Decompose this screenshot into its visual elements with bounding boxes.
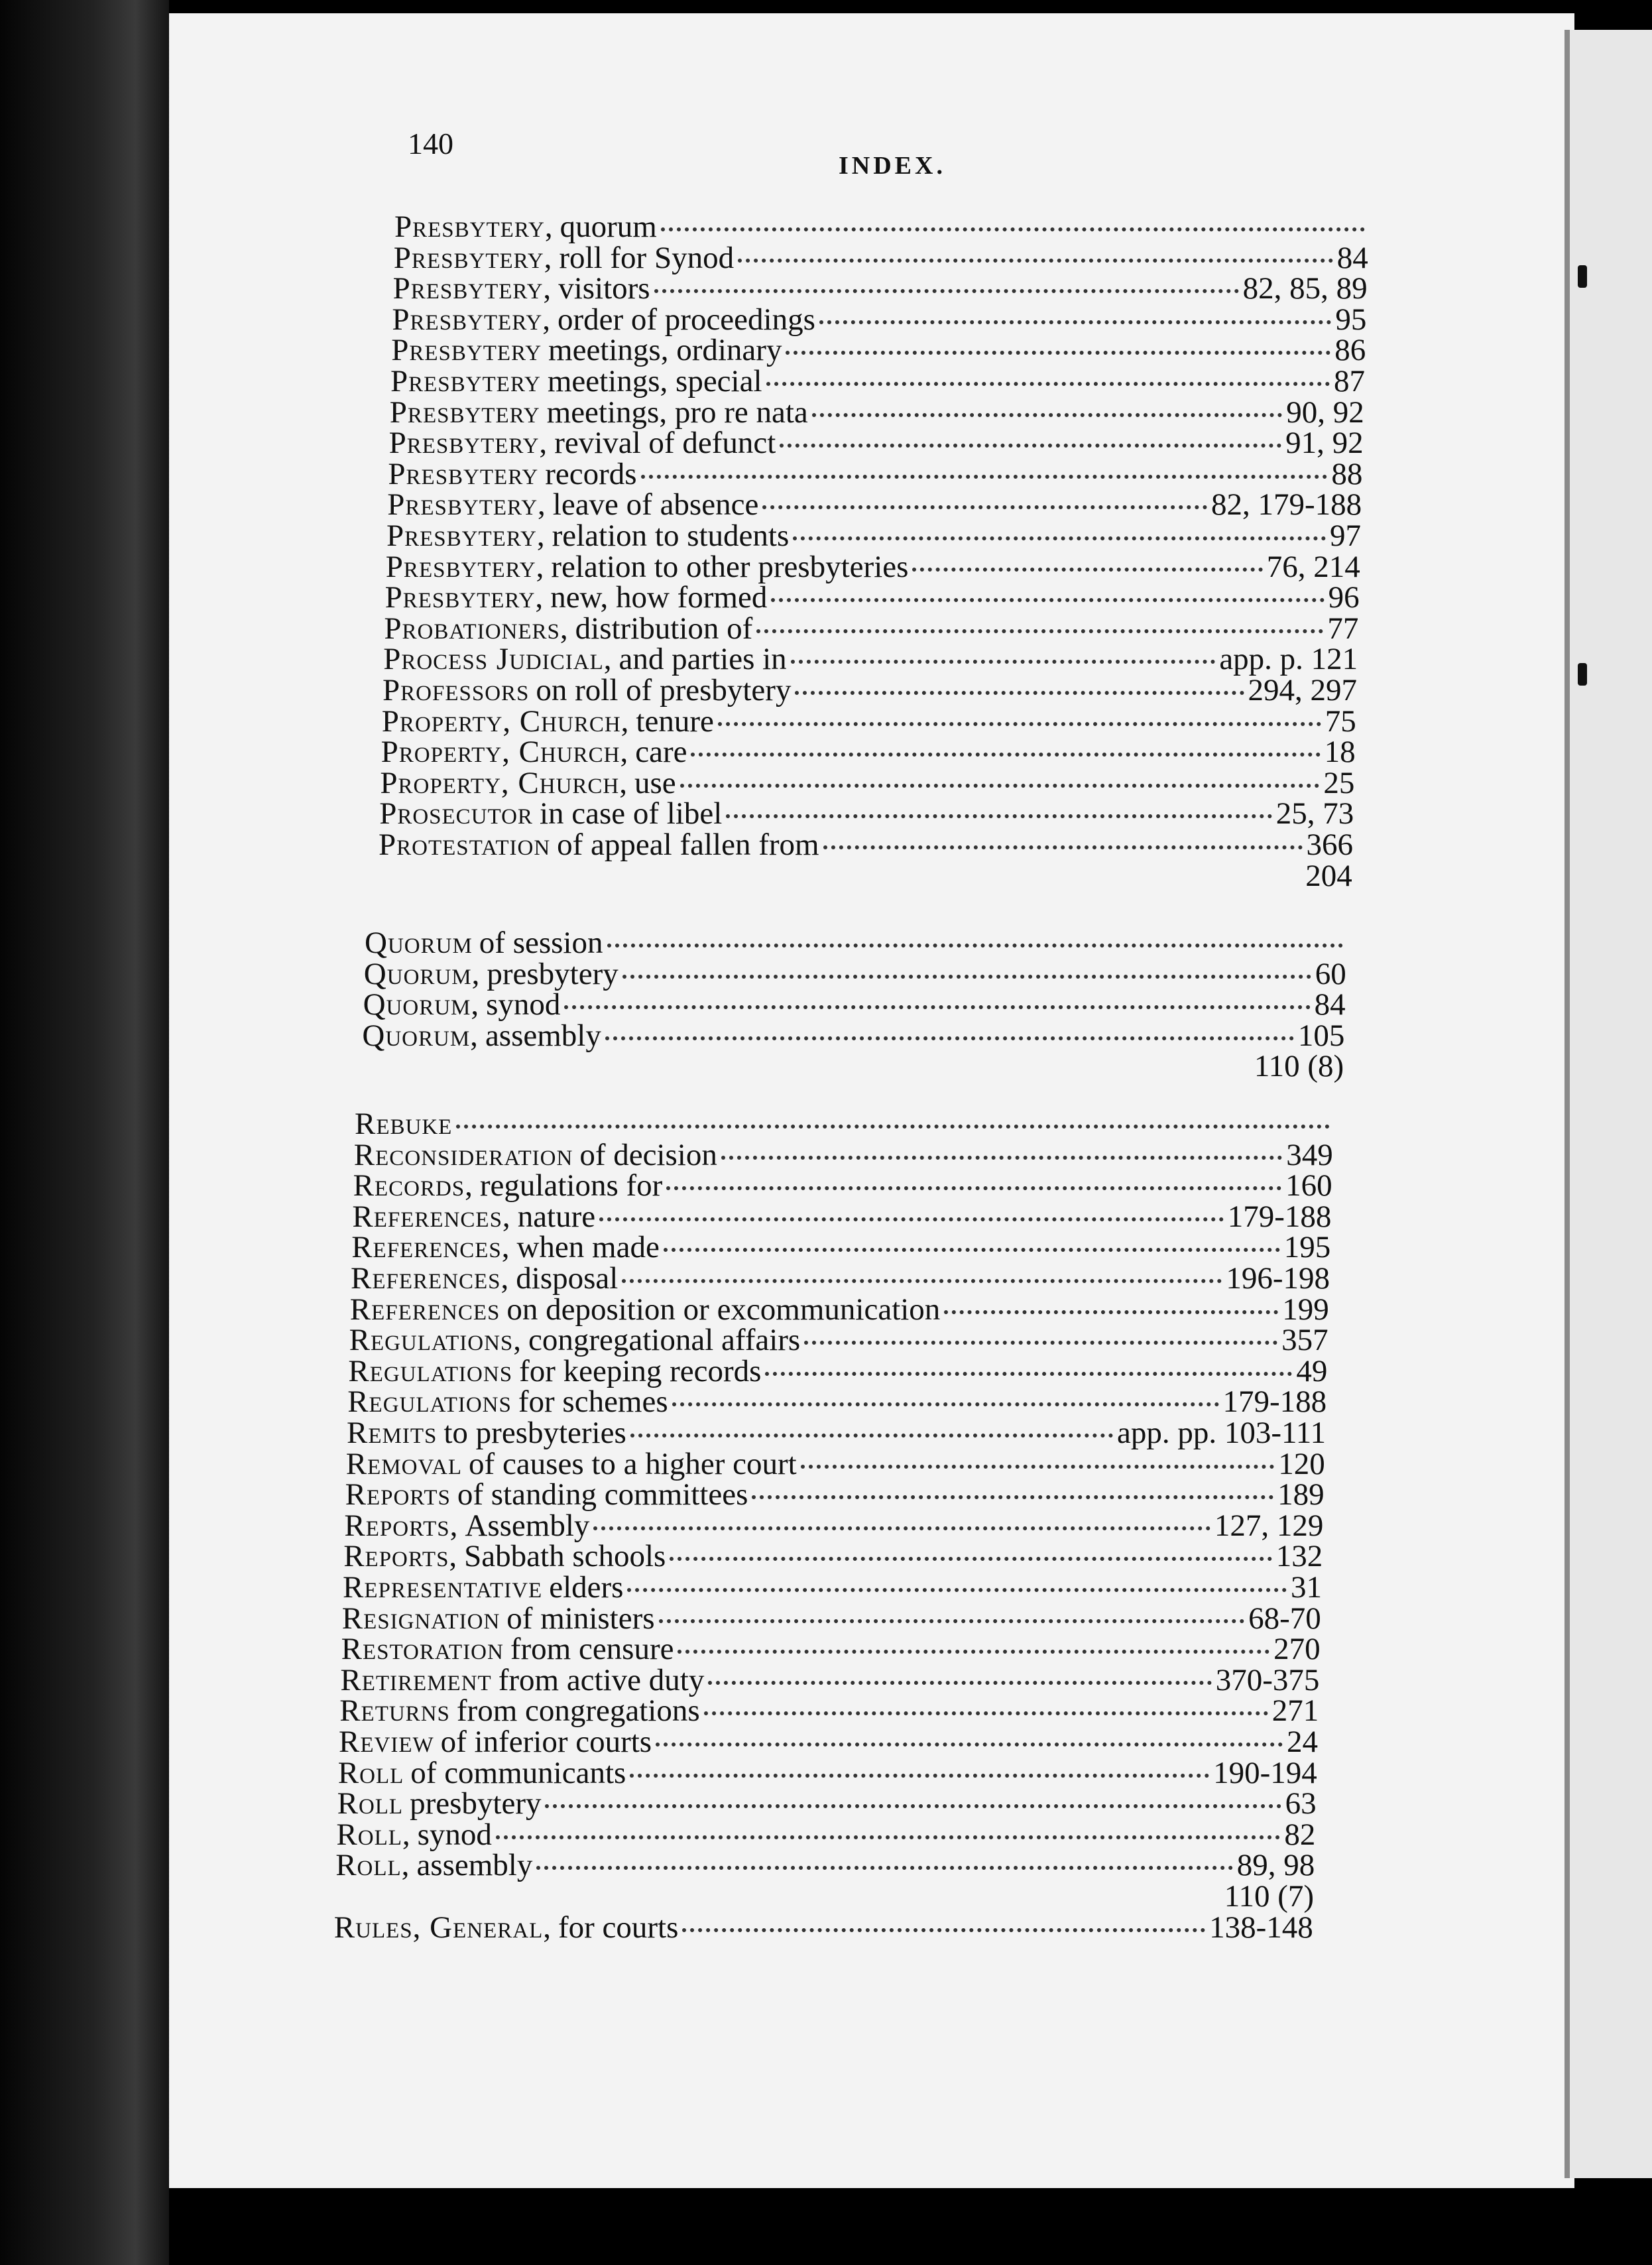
entry-description: on deposition or excommunication: [506, 1292, 941, 1327]
index-entry: [343, 1569, 1322, 1605]
entry-description: presbytery: [410, 1786, 542, 1821]
entry-pages: 89, 98: [1236, 1848, 1315, 1883]
book-binding: [0, 0, 169, 2265]
entry-description: nature: [517, 1199, 596, 1234]
dot-leader: [762, 505, 1207, 509]
dot-leader: [944, 1310, 1278, 1314]
entry-term: References: [349, 1292, 501, 1327]
index-entry: [363, 987, 1346, 1022]
entry-pages: 179-188: [1222, 1384, 1327, 1420]
entry-description: from censure: [510, 1632, 674, 1667]
entry-description: of inferior courts: [440, 1725, 652, 1759]
entry-description: presbytery: [487, 956, 619, 991]
entry-term: Property, Church,: [380, 765, 628, 800]
entry-pages: 366: [1306, 827, 1353, 862]
entry-pages: 31: [1291, 1570, 1322, 1605]
entry-term: Resignation: [341, 1601, 501, 1636]
entry-description: roll for Synod: [559, 240, 735, 275]
index-entry: [381, 734, 1356, 770]
entry-pages: 75: [1325, 704, 1356, 739]
entry-description: tenure: [636, 704, 714, 739]
entry-description: of session: [479, 926, 603, 960]
entry-term: Returns: [339, 1693, 450, 1729]
entry-description: of communicants: [410, 1755, 626, 1790]
entry-pages: 60: [1315, 956, 1346, 991]
entry-description: synod: [486, 987, 561, 1022]
entry-pages: 88: [1331, 456, 1363, 491]
entry-description: use: [634, 765, 676, 800]
index-entry: [383, 641, 1358, 677]
index-entry: [393, 240, 1368, 275]
index-entry: [353, 1137, 1333, 1172]
dot-leader: [641, 475, 1328, 479]
entry-term: Roll: [337, 1786, 404, 1821]
entry-pages: 127, 129: [1214, 1508, 1324, 1543]
entry-pages: 271: [1271, 1693, 1319, 1729]
entry-term: Presbytery,: [385, 549, 545, 584]
entry-description: meetings, pro re nata: [546, 395, 808, 430]
index-entry: [365, 925, 1347, 960]
entry-term: Quorum,: [363, 987, 480, 1022]
entry-term: Retirement: [340, 1662, 492, 1697]
entry-description: in case of libel: [539, 796, 723, 831]
entry-term: Quorum: [365, 926, 473, 960]
entry-description: meetings, ordinary: [548, 333, 782, 368]
entry-pages: 84: [1336, 240, 1368, 275]
entry-term: Presbytery,: [388, 426, 548, 461]
entry-term: Reports,: [344, 1508, 459, 1543]
index-entry: [349, 1322, 1328, 1358]
entry-pages: 82, 85, 89: [1242, 271, 1368, 306]
index-entry: [341, 1601, 1321, 1636]
entry-description: from congregations: [456, 1693, 700, 1729]
entry-description: distribution of: [575, 611, 753, 646]
entry-term: Presbytery,: [384, 580, 544, 615]
dot-leader: [654, 289, 1239, 293]
dot-leader: [801, 1465, 1275, 1469]
entry-term: Presbytery: [388, 456, 539, 491]
entry-pages: 77: [1327, 611, 1359, 646]
entry-pages: 68-70: [1248, 1601, 1321, 1636]
index-entry: [388, 456, 1363, 491]
entry-term: Presbytery,: [392, 302, 551, 337]
index-entry: [336, 1817, 1316, 1852]
index-entry: [391, 332, 1366, 368]
index-entry: [351, 1260, 1330, 1296]
entry-description: elders: [549, 1570, 624, 1605]
dot-leader: [630, 1434, 1113, 1438]
entry-pages: 49: [1296, 1353, 1328, 1388]
entry-term: Records,: [353, 1168, 473, 1203]
dot-leader: [656, 1743, 1283, 1746]
entry-pages: 25, 73: [1275, 796, 1354, 831]
entry-term: Presbytery,: [386, 519, 546, 553]
entry-pages: 370-375: [1215, 1662, 1320, 1697]
entry-pages: 270: [1273, 1632, 1321, 1667]
dot-leader: [664, 1248, 1280, 1252]
index-entry: [340, 1662, 1320, 1697]
index-entry: [379, 827, 1353, 862]
index-entry: [380, 765, 1355, 800]
entry-pages: 160: [1285, 1168, 1332, 1203]
dot-leader: [691, 753, 1320, 757]
entry-description: assembly: [416, 1848, 533, 1883]
index-entry: [383, 672, 1357, 707]
entry-description: of ministers: [506, 1601, 655, 1636]
entry-description: of standing committees: [457, 1477, 748, 1512]
index-entry: [387, 487, 1362, 522]
dot-leader: [752, 1495, 1273, 1499]
dot-leader: [718, 722, 1321, 726]
index-entry: [386, 518, 1361, 553]
entry-pages: 87: [1334, 364, 1365, 398]
entry-description: for schemes: [518, 1384, 668, 1420]
index-entry: [390, 363, 1365, 398]
index-entry: [381, 704, 1356, 739]
index-entry: [384, 580, 1360, 615]
entry-pages: 82, 179-188: [1211, 487, 1362, 522]
dot-leader: [726, 814, 1271, 818]
entry-pages: 357: [1281, 1323, 1328, 1358]
entry-pages: 90, 92: [1286, 395, 1364, 430]
entry-description: when made: [516, 1230, 660, 1265]
dot-leader: [599, 1217, 1224, 1221]
index-entry: [363, 956, 1346, 991]
entry-description: revival of defunct: [554, 426, 776, 461]
entry-term: Reports,: [343, 1539, 458, 1574]
dot-leader: [793, 536, 1326, 540]
dot-leader: [823, 845, 1303, 849]
index-entry: [389, 395, 1364, 430]
index-entry: [361, 1048, 1344, 1084]
index-entry: [337, 1755, 1317, 1790]
entry-description: to presbyteries: [443, 1416, 626, 1450]
entry-pages: 110 (7): [1224, 1879, 1314, 1914]
entry-term: Roll: [337, 1755, 404, 1790]
dot-leader: [804, 1341, 1277, 1345]
entry-description: leave of absence: [552, 487, 759, 522]
entry-term: Presbytery: [389, 395, 540, 430]
entry-pages: 294, 297: [1248, 673, 1357, 707]
dot-leader: [771, 598, 1324, 602]
entry-term: Presbytery: [391, 333, 542, 368]
entry-description: assembly: [485, 1018, 601, 1053]
entry-term: Presbytery,: [387, 487, 546, 522]
entry-description: regulations for: [479, 1168, 663, 1203]
entry-pages: app. p. 121: [1219, 642, 1358, 677]
dot-leader: [666, 1186, 1281, 1190]
entry-pages: 190-194: [1213, 1755, 1317, 1790]
entry-term: Roll,: [335, 1848, 410, 1883]
entry-term: Presbytery,: [394, 210, 554, 244]
entry-description: of causes to a higher court: [469, 1446, 797, 1481]
entry-term: Property, Church,: [381, 735, 629, 770]
entry-description: quorum: [560, 210, 657, 244]
index-entry: [343, 1538, 1323, 1574]
dot-leader: [670, 1557, 1271, 1561]
dot-leader: [456, 1125, 1330, 1129]
entry-description: Assembly: [465, 1508, 590, 1543]
entry-term: Regulations: [347, 1384, 512, 1420]
entry-pages: 349: [1286, 1137, 1333, 1172]
dot-leader: [766, 382, 1330, 386]
entry-term: Probationers,: [384, 611, 569, 646]
entry-pages: app. pp. 103-111: [1116, 1416, 1326, 1450]
entry-description: synod: [417, 1817, 492, 1852]
entry-description: new, how formed: [550, 580, 768, 615]
index-entry: [349, 1292, 1329, 1327]
entry-pages: 196-198: [1226, 1261, 1330, 1296]
entry-description: for courts: [558, 1910, 679, 1945]
dot-leader: [682, 1928, 1205, 1932]
entry-description: disposal: [516, 1261, 619, 1296]
index-entry: [348, 1353, 1328, 1388]
dot-leader: [721, 1156, 1282, 1160]
index-entry: [339, 1693, 1319, 1729]
entry-description: order of proceedings: [557, 302, 815, 337]
entry-pages: 95: [1335, 302, 1367, 337]
dot-leader: [622, 975, 1311, 979]
index-entry: [344, 1508, 1324, 1543]
dot-leader: [593, 1526, 1210, 1530]
entry-description: for keeping records: [519, 1353, 762, 1388]
page-number: 140: [408, 127, 453, 160]
index-entry: [341, 1631, 1321, 1667]
entry-pages: 189: [1277, 1477, 1325, 1512]
entry-term: Reports: [345, 1477, 451, 1512]
index-entry: [352, 1199, 1332, 1234]
dot-leader: [680, 784, 1320, 788]
entry-description: of appeal fallen from: [557, 827, 819, 862]
index-entry: [394, 209, 1369, 244]
entry-term: Reconsideration: [353, 1137, 573, 1172]
index-entry: [351, 1229, 1331, 1265]
entry-pages: 105: [1297, 1018, 1345, 1053]
dot-leader: [564, 1005, 1310, 1009]
entry-description: Sabbath schools: [464, 1539, 666, 1574]
entry-term: Restoration: [341, 1632, 504, 1667]
dot-leader: [812, 413, 1283, 417]
index-entry: [335, 1878, 1314, 1914]
dot-leader: [622, 1279, 1222, 1283]
index-entry: [362, 1018, 1345, 1053]
index-entry: [345, 1477, 1325, 1512]
entry-description: relation to students: [552, 519, 790, 553]
entry-description: visitors: [558, 271, 650, 306]
index-entry: [333, 1910, 1313, 1945]
dot-leader: [605, 1036, 1294, 1040]
entry-pages: 204: [1305, 858, 1352, 893]
entry-term: Regulations: [348, 1353, 513, 1388]
entry-term: Quorum,: [362, 1018, 479, 1053]
entry-pages: 84: [1314, 987, 1346, 1022]
entry-description: congregational affairs: [528, 1323, 801, 1358]
facing-page-edge: [1564, 30, 1652, 2178]
entry-term: Protestation: [379, 827, 551, 862]
entry-term: Process Judicial,: [383, 642, 613, 677]
dot-leader: [765, 1372, 1292, 1376]
entry-term: Remits: [347, 1416, 438, 1450]
entry-pages: 110 (8): [1254, 1049, 1344, 1084]
index-entry: [384, 611, 1359, 646]
dot-leader: [819, 320, 1332, 324]
entry-pages: 195: [1283, 1230, 1331, 1265]
entry-term: References,: [351, 1230, 510, 1265]
dot-leader: [659, 1619, 1245, 1623]
dot-leader: [607, 944, 1344, 948]
entry-pages: 82: [1284, 1817, 1316, 1852]
entry-term: Presbytery: [390, 364, 541, 398]
index-entry: [347, 1384, 1327, 1420]
index-entry: [378, 858, 1352, 893]
entry-term: Professors: [383, 673, 530, 707]
entry-pages: 97: [1330, 519, 1361, 553]
entry-term: Prosecutor: [379, 796, 533, 831]
entry-pages: 120: [1278, 1446, 1325, 1481]
dot-leader: [496, 1835, 1280, 1839]
page-edge-mark: [1578, 663, 1587, 686]
dot-leader: [536, 1866, 1232, 1870]
entry-term: Roll,: [336, 1817, 411, 1852]
entry-term: Presbytery,: [392, 271, 552, 306]
index-entry: [345, 1446, 1325, 1481]
entry-description: from active duty: [498, 1662, 705, 1697]
entry-pages: 86: [1334, 333, 1366, 368]
dot-leader: [708, 1681, 1211, 1685]
dot-leader: [786, 351, 1330, 355]
entry-pages: 132: [1275, 1539, 1323, 1574]
entry-pages: 179-188: [1227, 1199, 1332, 1234]
dot-leader: [780, 444, 1281, 448]
entry-term: Rebuke: [355, 1107, 453, 1141]
entry-term: Rules, General,: [333, 1910, 552, 1945]
dot-leader: [756, 629, 1323, 633]
index-entry: [392, 271, 1368, 306]
entry-pages: 76, 214: [1266, 549, 1360, 584]
dot-leader: [738, 259, 1333, 263]
entry-pages: 63: [1285, 1786, 1317, 1821]
index-entry: [347, 1415, 1326, 1450]
entry-term: Quorum,: [363, 956, 481, 991]
entry-description: on roll of presbytery: [536, 673, 792, 707]
entry-term: Removal: [345, 1446, 463, 1481]
dot-leader: [545, 1804, 1281, 1808]
index-entry: [355, 1106, 1334, 1141]
index-entry: [388, 425, 1364, 461]
dot-leader: [672, 1402, 1219, 1406]
dot-leader: [791, 660, 1216, 664]
entry-pages: 25: [1323, 765, 1355, 800]
entry-pages: 96: [1328, 580, 1360, 615]
dot-leader: [630, 1774, 1209, 1778]
entry-description: and parties in: [619, 642, 787, 677]
dot-leader: [661, 227, 1365, 231]
entry-term: Review: [339, 1725, 434, 1759]
entry-description: meetings, special: [547, 364, 762, 398]
dot-leader: [678, 1650, 1269, 1654]
entry-pages: 199: [1282, 1292, 1329, 1327]
index-entry: [385, 549, 1360, 584]
entry-description: relation to other presbyteries: [551, 549, 909, 584]
entry-pages: 91, 92: [1285, 426, 1364, 461]
entry-term: References,: [351, 1261, 510, 1296]
page-edge-mark: [1578, 265, 1587, 288]
dot-leader: [627, 1588, 1287, 1592]
index-entry: [335, 1847, 1315, 1883]
dot-leader: [704, 1711, 1268, 1715]
dot-leader: [795, 691, 1244, 695]
entry-description: of decision: [579, 1137, 717, 1172]
index-entry: [379, 796, 1354, 831]
entry-pages: 138-148: [1209, 1910, 1313, 1945]
entry-description: records: [545, 456, 637, 491]
entry-term: Representative: [343, 1570, 543, 1605]
entry-term: Presbytery,: [393, 240, 553, 275]
index-entry: [337, 1786, 1317, 1821]
entry-term: Property, Church,: [381, 704, 630, 739]
entry-term: References,: [352, 1199, 511, 1234]
entry-pages: 18: [1324, 735, 1356, 770]
index-entry: [339, 1724, 1318, 1759]
running-title: INDEX.: [839, 152, 946, 180]
entry-description: care: [635, 735, 687, 770]
index-entry: [392, 302, 1367, 337]
entry-term: Regulations,: [349, 1323, 522, 1358]
index-entry: [353, 1168, 1332, 1203]
entry-pages: 24: [1287, 1725, 1318, 1759]
dot-leader: [912, 568, 1262, 572]
